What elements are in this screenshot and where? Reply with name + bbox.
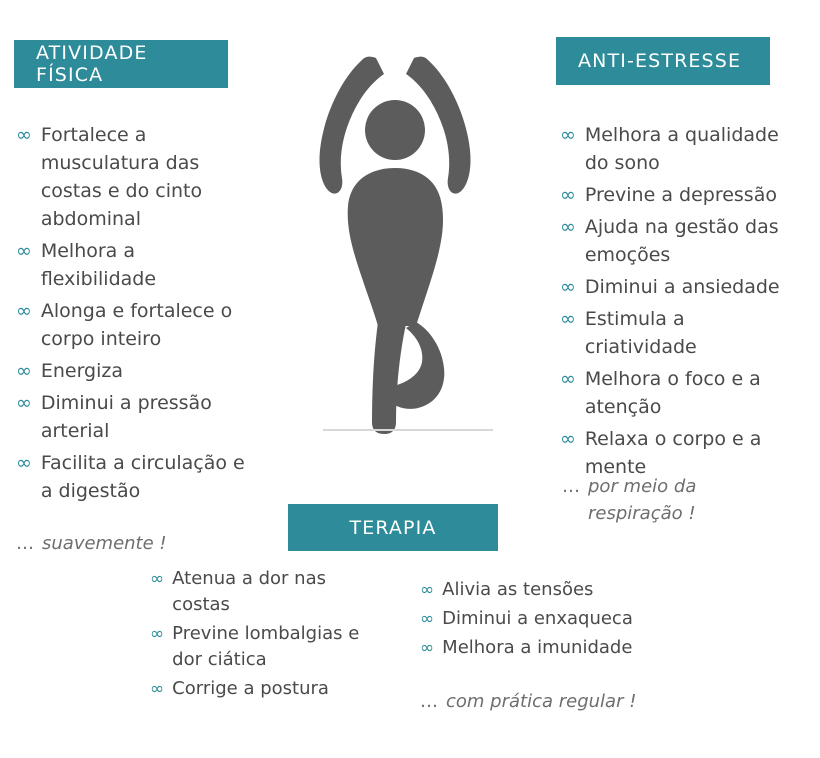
list-item [150,676,380,702]
footnote-atividade-fisica [16,530,246,557]
list-atividade-fisica [16,121,246,509]
infinity-bullet-icon: ∞ [150,679,165,699]
infinity-bullet-icon: ∞ [16,452,32,474]
list-anti-estresse [560,121,800,485]
heading-terapia: TERAPIA [288,504,498,551]
list-item-label: Atenua a dor nas costas [172,568,326,615]
infinity-bullet-icon: ∞ [16,300,32,322]
list-item [16,357,246,385]
list-item [150,566,380,618]
list-item [420,635,670,661]
infinity-bullet-icon: ∞ [560,368,576,390]
list-item [150,621,380,673]
infinity-bullet-icon: ∞ [420,609,435,629]
list-item-label: Ajuda na gestão das emoções [584,216,779,266]
infinity-bullet-icon: ∞ [420,580,435,600]
infinity-bullet-icon: ∞ [16,124,32,146]
infinity-bullet-icon: ∞ [16,392,32,414]
infinity-bullet-icon: ∞ [16,360,32,382]
infinity-bullet-icon: ∞ [560,124,576,146]
ellipsis-icon: … [16,533,34,554]
infinity-bullet-icon: ∞ [560,184,576,206]
list-item [16,449,246,505]
list-item [16,237,246,293]
list-item [560,365,800,421]
ellipsis-icon: … [420,691,438,712]
heading-anti-estresse: ANTI-ESTRESSE [556,37,770,85]
list-item-label: Melhora a imunidade [442,637,633,658]
list-item [16,297,246,353]
infinity-bullet-icon: ∞ [560,428,576,450]
heading-atividade-fisica: ATIVIDADE FÍSICA [14,40,228,88]
infinity-bullet-icon: ∞ [560,276,576,298]
list-item-label: Diminui a enxaqueca [442,608,633,629]
list-item [560,305,800,361]
list-item-label: Facilita a circulação e a digestão [40,452,245,502]
footnote-label: com prática regular ! [446,691,637,712]
list-item-label: Relaxa o corpo e a mente [584,428,762,478]
yoga-tree-pose-silhouette-icon [290,30,500,440]
list-item-label: Alivia as tensões [442,579,594,600]
list-item [420,606,670,632]
figure-baseline-divider [323,429,493,431]
list-item [560,273,800,301]
infinity-bullet-icon: ∞ [150,569,165,589]
list-item-label: Alonga e fortalece o corpo inteiro [40,300,233,350]
list-item [560,213,800,269]
footnote-label: suavemente ! [42,533,167,554]
footnote-label: por meio da respiração ! [588,476,697,524]
infinity-bullet-icon: ∞ [150,624,165,644]
list-item-label: Diminui a pressão arterial [40,392,212,442]
list-item-label: Melhora a qualidade do sono [584,124,779,174]
list-item-label: Previne a depressão [584,184,777,206]
list-terapia-right [420,577,670,664]
list-item-label: Fortalece a musculatura das costas e do cinto abdominal [40,124,203,230]
list-item [16,121,246,233]
footnote-anti-estresse [562,473,792,527]
list-item-label: Estimula a criatividade [584,308,697,358]
list-item-label: Melhora a flexibilidade [40,240,157,290]
ellipsis-icon: … [562,476,580,497]
list-item [560,181,800,209]
infinity-bullet-icon: ∞ [560,216,576,238]
list-item-label: Energiza [40,360,123,382]
list-item [420,577,670,603]
list-item-label: Previne lombalgias e dor ciática [172,623,360,670]
list-item-label: Corrige a postura [172,678,329,699]
infinity-bullet-icon: ∞ [420,638,435,658]
infinity-bullet-icon: ∞ [560,308,576,330]
infinity-bullet-icon: ∞ [16,240,32,262]
list-item [16,389,246,445]
list-terapia-left [150,566,380,705]
footnote-terapia [420,688,700,715]
list-item-label: Diminui a ansiedade [584,276,780,298]
list-item [560,121,800,177]
list-item-label: Melhora o foco e a atenção [584,368,761,418]
